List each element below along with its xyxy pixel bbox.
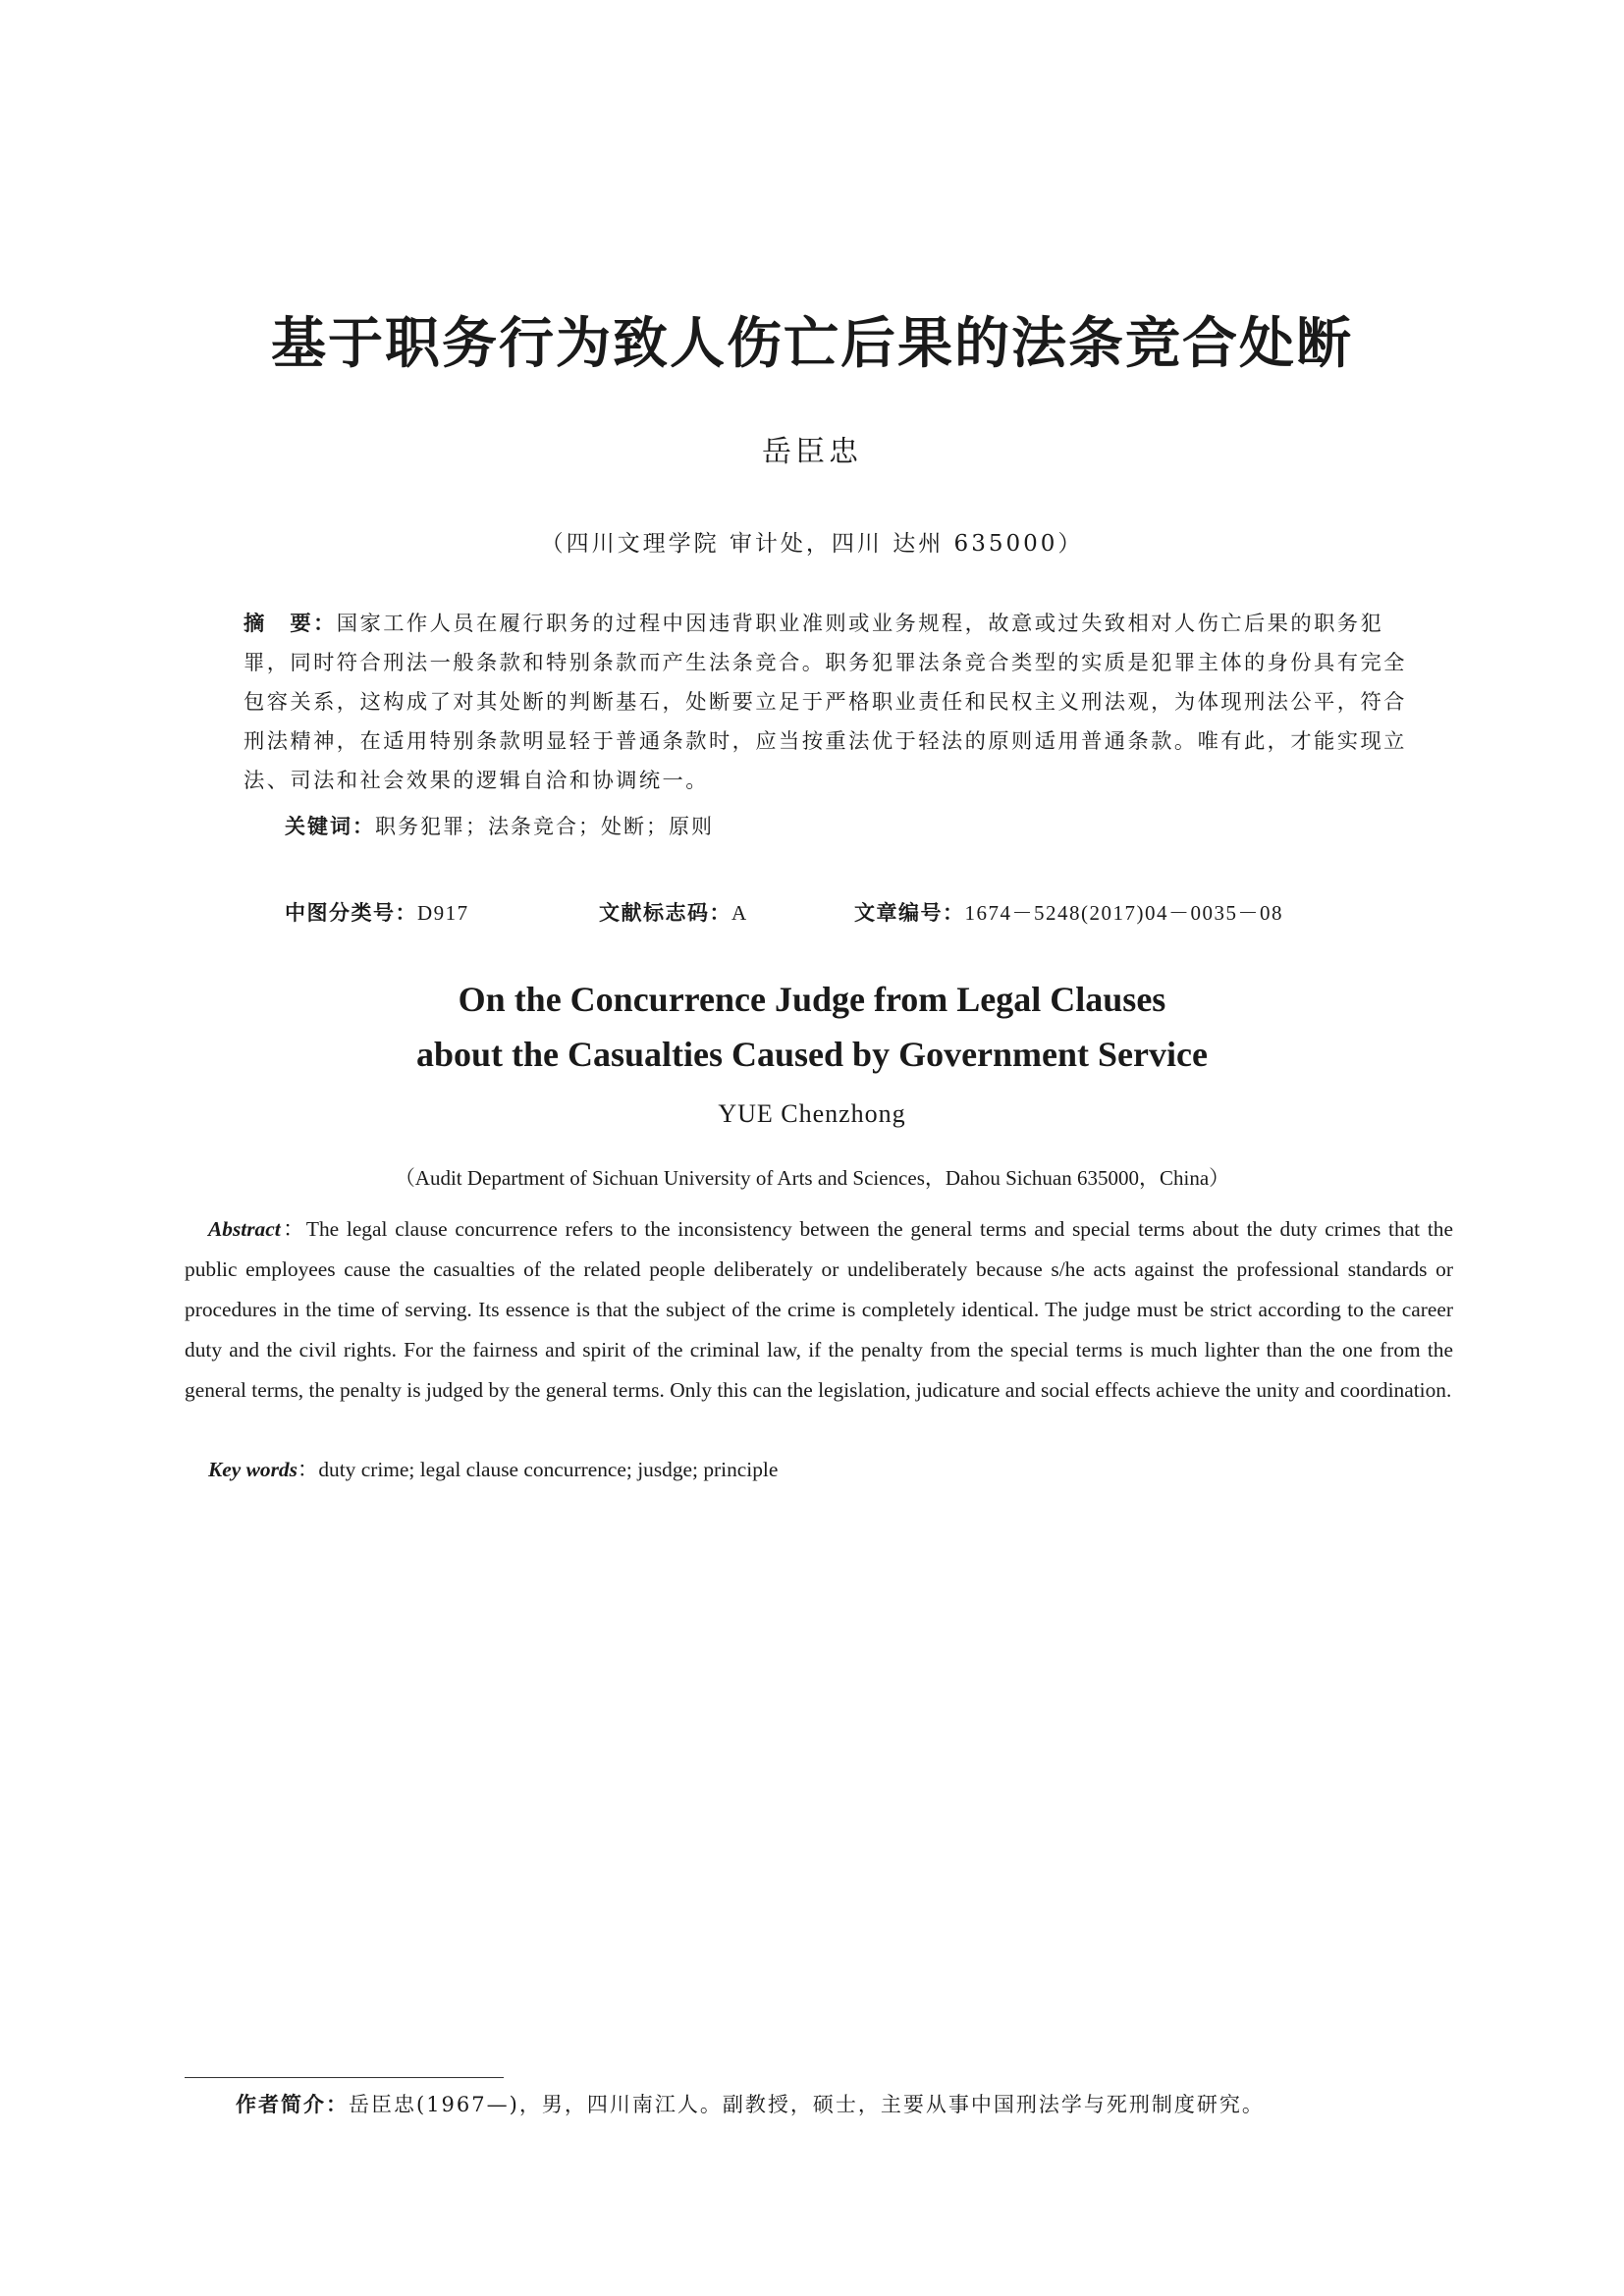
english-keywords-label: Key words	[208, 1458, 298, 1481]
article-number	[854, 897, 1283, 927]
english-abstract	[185, 1209, 1453, 1411]
footnote-divider	[185, 2077, 504, 2078]
clc-value: D917	[417, 901, 469, 925]
chinese-keywords-label: 关键词：	[285, 815, 375, 838]
chinese-author: 岳臣忠	[762, 435, 862, 469]
footnote-label: 作者简介：	[236, 2093, 349, 2116]
chinese-keywords	[285, 811, 714, 840]
english-author: YUE Chenzhong	[718, 1099, 906, 1128]
document-code	[599, 897, 748, 927]
english-keywords	[208, 1453, 778, 1483]
chinese-abstract	[244, 605, 1422, 801]
chinese-affiliation: （四川文理学院 审计处，四川 达州 635000）	[540, 531, 1084, 557]
document-code-label: 文献标志码：	[599, 901, 731, 925]
english-title-line-2: about the Casualties Caused by Government Service	[416, 1035, 1208, 1074]
chinese-abstract-label: 摘 要：	[244, 612, 337, 636]
english-affiliation: （Audit Department of Sichuan University of Arts and Sciences，Dahou Sichuan 635000，China）	[394, 1166, 1230, 1190]
english-title-line-1: On the Concurrence Judge from Legal Clauses	[458, 980, 1166, 1019]
english-abstract-text: The legal clause concurrence refers to the inconsistency between the general terms and special terms about the duty crimes that the public employees cause the casualties of the related people deliberately or undeliberately because s/he acts against the professional standards or procedures in the time of serving. Its essence is that the subject of the crime is completely identical. The judge must be strict according to the career duty and the civil rights. For the fairness and spirit of the criminal law, if the penalty from the special terms is much lighter than the one from the general terms, the penalty is judged by the general terms. Only this can the legislation, judicature and social effects achieve the unity and coordination.	[185, 1217, 1453, 1402]
english-abstract-separator: ：	[280, 1217, 306, 1241]
author-footnote	[236, 2089, 1265, 2118]
english-abstract-label: Abstract	[208, 1217, 281, 1241]
clc-number	[285, 897, 469, 927]
document-code-value: A	[731, 901, 748, 925]
footnote-text: 岳臣忠(1967—)，男，四川南江人。副教授，硕士，主要从事中国刑法学与死刑制度研究。	[349, 2093, 1265, 2116]
chinese-abstract-text: 国家工作人员在履行职务的过程中因违背职业准则或业务规程，故意或过失致相对人伤亡后果的职务犯罪，同时符合刑法一般条款和特别条款而产生法条竞合。职务犯罪法条竞合类型的实质是犯罪主体的身份具有完全包容关系，这构成了对其处断的判断基石，处断要立足于严格职业责任和民权主义刑法观，为体现刑法公平，符合刑法精神，在适用特别条款明显轻于普通条款时，应当按重法优于轻法的原则适用普通条款。唯有此，才能实现立法、司法和社会效果的逻辑自洽和协调统一。	[244, 612, 1407, 793]
english-keywords-text: duty crime; legal clause concurrence; jusdge; principle	[318, 1458, 779, 1481]
article-number-value: 1674－5248(2017)04－0035－08	[964, 901, 1283, 925]
clc-label: 中图分类号：	[285, 901, 417, 925]
chinese-title: 基于职务行为致人伤亡后果的法条竞合处断	[271, 311, 1353, 376]
chinese-keywords-text: 职务犯罪；法条竞合；处断；原则	[375, 815, 714, 838]
english-title	[0, 972, 1624, 1082]
article-number-label: 文章编号：	[854, 901, 965, 925]
english-keywords-separator: ：	[297, 1458, 319, 1481]
